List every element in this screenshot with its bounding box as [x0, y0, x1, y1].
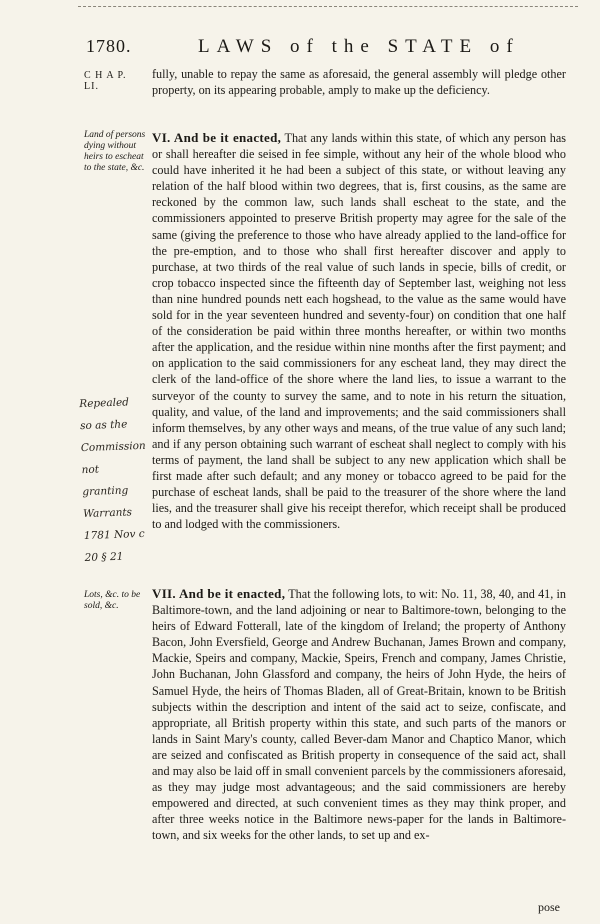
handwritten-annotation: Repealed so as the Commission not granting Warrants 1781 Nov c 20 § 21 — [79, 396, 146, 565]
paragraph-continuation — [152, 66, 566, 98]
section-vi-text: That any lands within this state, of which any person has or shall hereafter die seised in fee simple, without any heir of the whole blood who could have inherited it he had been a subject of this state, or without leaving any relation of the half blood within two degrees, that is, first cousins, as the same are reckoned by the common law, such lands shall escheat to the state, and the commissioners appointed to preserve British property may agree for the sale of the same (giving the preference to those who have already applied to the land-office for the pre-emption, and to those who shall first hereafter discover and apply to purchase, at two thirds of the real value of such lands in specie, bills of credit, or crop tobacco inspected since the fifteenth day of September last, weighing not less than nine hundred pounds nett each hogshead, to the value as the same would have sold for in the year seventeen hundred and seventy-four) on condition that one half of the consideration be paid within three months hereafter, or within two months after the application, and the residue within nine months after the first payment; and on application to the said commissioners for any escheat land, they may direct the clerk of the land-office of the shore where the land lies, to issue a warrant to the surveyor of the county to survey the same, and to note in his return the situation, quality, and value, of the land and improvements; and the said commissioners shall inform themselves, by any other ways and means, of the true value of any such land; and if any person obtaining such warrant of escheat shall neglect to comply with his terms of payment, the land shall be subject to any new application which shall be first made after such default; and any money or tobacco agreed to be paid for the purchase of escheat lands, shall be paid to the treasurer of the shore where the land lies, and the treasurer shall give his receipt therefor, which receipt shall be produced to and lodged with the commissioners. — [152, 131, 566, 532]
paragraph-text: fully, unable to repay the same as aforesaid, the general assembly will pledge other property, on its appearing probable, amply to make up the deficiency. — [152, 67, 566, 98]
section-vi-lead: VI. And be it enacted, — [152, 130, 282, 145]
section-vi — [152, 130, 566, 532]
header-year: 1780. — [86, 36, 132, 56]
header-title: LAWS of the STATE of — [198, 36, 520, 57]
chapter-note: C H A P. LI. — [84, 70, 127, 92]
margin-note-lands: Land of persons dying without heirs to escheat to the state, &c. — [84, 130, 146, 173]
top-rule — [78, 6, 578, 7]
margin-note-lots: Lots, &c. to be sold, &c. — [84, 590, 141, 611]
section-vii — [152, 586, 566, 844]
catchword: pose — [538, 900, 560, 914]
running-header — [86, 34, 556, 62]
section-vii-lead: VII. And be it enacted, — [152, 586, 286, 601]
section-vii-text: That the following lots, to wit: No. 11, 38, 40, and 41, in Baltimore-town, and the land adjoining or near to Baltimore-town, belonging to the heirs of Edward Fotterall, late of the kingdom of Ireland; the property of Anthony Bacon, John Eversfield, George and Andrew Buchanan, James Brown and company, Mackie, Speirs and company, Mackie, Speirs, French and company, James Christie, John Buchanan, John Glassford and company, the heirs of John Hyde, the heirs of Samuel Hyde, the heirs of Thomas Bladen, all of Great-Britain, known to be British subjects within the description and intent of the said act to seize, confiscate, and appropriate, all British property within this state, and such parts of the manors or lands in Saint Mary's county, called Bever-dam Manor and Chaptico Manor, which are seized and confiscated as British property in consequence of the said act, shall and may also be laid off in small convenient parcels by the commissioners aforesaid, as they may judge most advantageous; and the said commissioners are hereby empowered and directed, at such convenient times as they may think proper, and after three weeks notice in the Baltimore news-paper for the lands in Baltimore-town, and six weeks for the other lands, to set up and ex- — [152, 587, 567, 843]
